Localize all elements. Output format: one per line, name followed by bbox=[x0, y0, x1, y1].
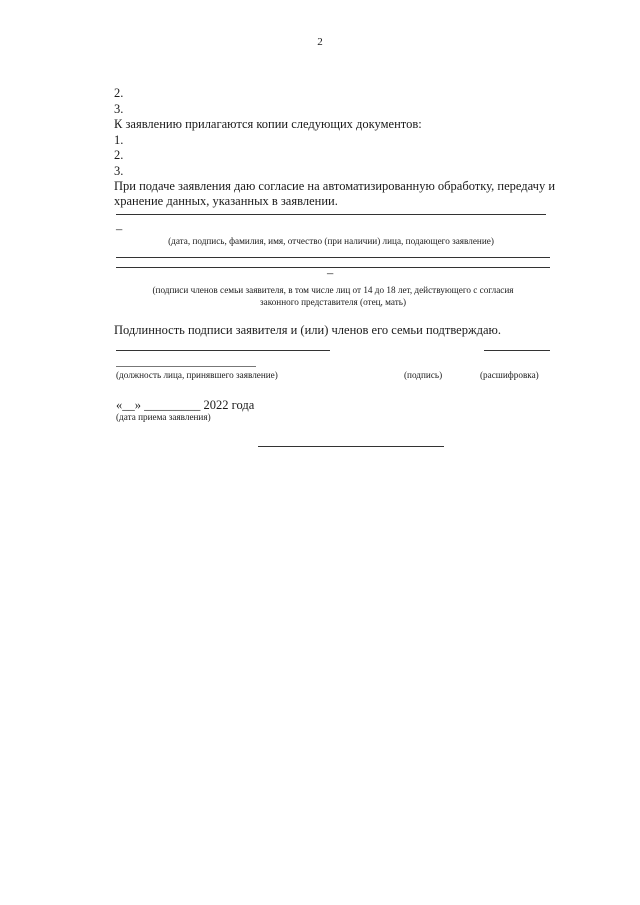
applicant-signature-line bbox=[116, 214, 546, 215]
list-item: 3. bbox=[114, 102, 124, 116]
members-caption-line-2: законного представителя (отец, мать) bbox=[259, 297, 407, 307]
dash-mark: – bbox=[327, 266, 334, 280]
page-number: 2 bbox=[317, 36, 323, 48]
consent-text-line-2: хранение данных, указанных в заявлении. bbox=[114, 194, 338, 208]
acceptance-date: «__» _________ 2022 года bbox=[116, 398, 255, 412]
list-item: 2. bbox=[114, 86, 124, 100]
list-item: 3. bbox=[114, 164, 124, 178]
list-item: 1. bbox=[114, 133, 124, 147]
members-caption-line-1: (подписи членов семьи заявителя, в том числе лиц от 14 до 18 лет, действующего с согласия bbox=[152, 285, 514, 295]
decoding-caption: (расшифровка) bbox=[480, 370, 539, 380]
position-signature-line bbox=[116, 350, 330, 351]
members-signature-line-1 bbox=[116, 257, 550, 258]
decoding-line bbox=[484, 350, 550, 351]
list-item: 2. bbox=[114, 148, 124, 162]
position-caption: (должность лица, принявшего заявление) bbox=[116, 370, 278, 380]
closing-divider bbox=[258, 446, 444, 447]
position-subline bbox=[116, 366, 256, 367]
authenticity-statement: Подлинность подписи заявителя и (или) членов его семьи подтверждаю. bbox=[114, 323, 501, 337]
consent-text-line-1: При подаче заявления даю согласие на автоматизированную обработку, передачу и bbox=[114, 179, 556, 193]
signature-caption: (подпись) bbox=[404, 370, 443, 380]
dash-mark: – bbox=[116, 222, 123, 236]
attachments-heading: К заявлению прилагаются копии следующих документов: bbox=[114, 117, 422, 131]
date-caption: (дата приема заявления) bbox=[116, 412, 211, 422]
applicant-caption: (дата, подпись, фамилия, имя, отчество (при наличии) лица, подающего заявление) bbox=[168, 236, 494, 246]
